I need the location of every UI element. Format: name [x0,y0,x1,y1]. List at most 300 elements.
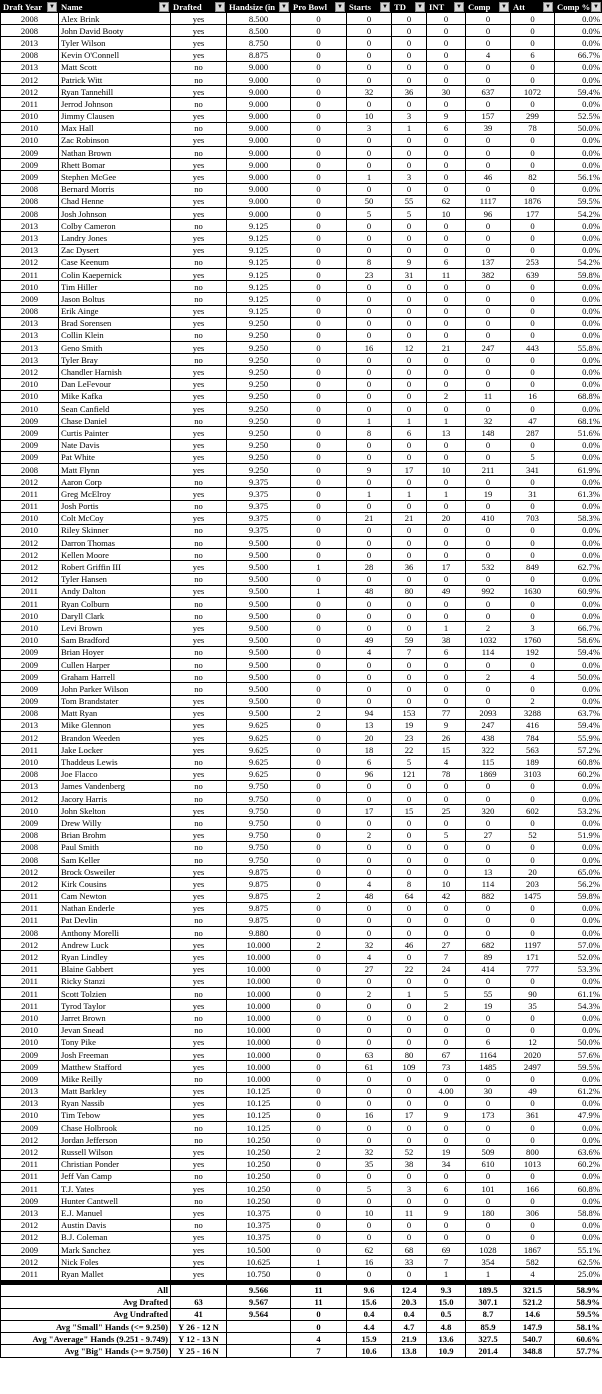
cell-starts: 0 [347,439,392,451]
cell-att: 1072 [511,86,555,98]
cell-td: 5 [392,208,427,220]
column-header-name[interactable] [59,1,171,13]
cell-td: 0 [392,317,427,329]
cell-td: 0 [392,610,427,622]
cell-drafted: yes [171,585,227,597]
cell-td: 15 [392,805,427,817]
summary-label: Avg Undrafted [1,1308,171,1320]
cell-draft-year: 2009 [1,147,59,159]
cell-comp: 610 [466,1158,511,1170]
cell-starts: 2 [347,829,392,841]
cell-name: Mike Reilly [59,1073,171,1085]
cell-name: Erik Ainge [59,305,171,317]
cell-pro-bowls: 0 [291,1231,347,1243]
cell-draft-year: 2013 [1,329,59,341]
cell-int: 0 [427,49,466,61]
cell-comp: 63.7% [555,707,602,719]
cell-td: 0 [392,829,427,841]
cell-att: 0 [511,25,555,37]
cell-pro-bowls: 0 [291,817,347,829]
summary-int: 13.6 [427,1333,466,1345]
cell-name: Riley Skinner [59,524,171,536]
column-header-label: Drafted [173,1,202,12]
cell-comp: 180 [466,1207,511,1219]
table-row [1,512,602,524]
cell-drafted: yes [171,1243,227,1255]
cell-comp: 0 [466,305,511,317]
table-row [1,378,602,390]
cell-comp: 0.0% [555,573,602,585]
column-header-label: Att [513,1,525,12]
cell-starts: 6 [347,756,392,768]
cell-int: 0 [427,914,466,926]
summary-comp: 8.7 [466,1308,511,1320]
column-header-handsize-in[interactable] [227,1,291,13]
column-header-label: Pro Bowl [293,1,327,12]
cell-comp: 0.0% [555,1097,602,1109]
cell-name: Chase Holbrook [59,1122,171,1134]
cell-comp: 0.0% [555,695,602,707]
column-header-label: INT [429,1,445,12]
cell-comp: 0 [466,25,511,37]
cell-att: 1630 [511,585,555,597]
table-row [1,488,602,500]
summary-comp-pct: 58.9% [555,1284,602,1296]
cell-td: 17 [392,463,427,475]
cell-pro-bowls: 0 [291,256,347,268]
cell-att: 20 [511,866,555,878]
cell-pro-bowls: 0 [291,208,347,220]
cell-handsize-in: 9.500 [227,634,291,646]
cell-starts: 0 [347,61,392,73]
cell-pro-bowls: 0 [291,390,347,402]
cell-int: 1 [427,622,466,634]
cell-att: 0 [511,73,555,85]
cell-comp: 32 [466,415,511,427]
cell-att: 0 [511,366,555,378]
cell-comp: 0.0% [555,98,602,110]
cell-name: Andrew Luck [59,939,171,951]
cell-td: 0 [392,1000,427,1012]
summary-row [1,1345,602,1357]
column-header-starts[interactable] [347,1,392,13]
cell-drafted: yes [171,1268,227,1280]
cell-name: Tony Pike [59,1036,171,1048]
cell-handsize-in: 9.250 [227,439,291,451]
filter-dropdown-icon[interactable]: ▼ [415,2,425,12]
cell-td: 0 [392,98,427,110]
column-header-td[interactable] [392,1,427,13]
cell-comp: 53.2% [555,805,602,817]
cell-pro-bowls: 0 [291,13,347,25]
cell-comp: 59.8% [555,890,602,902]
cell-drafted: yes [171,1036,227,1048]
cell-comp: 0.0% [555,1231,602,1243]
cell-int: 0 [427,147,466,159]
cell-drafted: yes [171,427,227,439]
cell-pro-bowls: 0 [291,293,347,305]
cell-handsize-in: 9.250 [227,403,291,415]
cell-int: 0 [427,171,466,183]
cell-td: 23 [392,732,427,744]
cell-draft-year: 2009 [1,1073,59,1085]
cell-starts: 8 [347,256,392,268]
cell-name: Cullen Harper [59,658,171,670]
cell-att: 341 [511,463,555,475]
cell-starts: 0 [347,378,392,390]
cell-int: 0 [427,451,466,463]
cell-int: 0 [427,244,466,256]
cell-pro-bowls: 0 [291,1073,347,1085]
cell-comp: 114 [466,646,511,658]
summary-comp: 201.4 [466,1345,511,1357]
cell-comp: 322 [466,744,511,756]
cell-att: 0 [511,975,555,987]
cell-comp: 55.1% [555,1243,602,1255]
cell-comp: 1117 [466,195,511,207]
column-header-att[interactable] [511,1,555,13]
cell-handsize-in: 9.875 [227,866,291,878]
cell-drafted: no [171,220,227,232]
cell-att: 0 [511,780,555,792]
cell-drafted: yes [171,975,227,987]
cell-pro-bowls: 0 [291,683,347,695]
table-row [1,1170,602,1182]
cell-att: 4 [511,1268,555,1280]
summary-comp: 85.9 [466,1321,511,1333]
table-row [1,866,602,878]
cell-drafted: yes [171,134,227,146]
cell-comp: 0.0% [555,537,602,549]
cell-comp: 0 [466,1231,511,1243]
cell-drafted: yes [171,963,227,975]
cell-starts: 62 [347,1243,392,1255]
cell-name: Pat White [59,451,171,463]
cell-comp: 56.2% [555,878,602,890]
cell-att: 703 [511,512,555,524]
cell-td: 0 [392,403,427,415]
cell-int: 0 [427,927,466,939]
summary-comp: 307.1 [466,1296,511,1308]
cell-handsize-in: 9.250 [227,390,291,402]
cell-pro-bowls: 0 [291,1024,347,1036]
cell-att: 0 [511,439,555,451]
cell-handsize-in: 9.125 [227,232,291,244]
cell-att: 78 [511,122,555,134]
cell-handsize-in: 9.000 [227,110,291,122]
cell-drafted: yes [171,707,227,719]
summary-starts: 9.6 [347,1284,392,1296]
cell-comp: 39 [466,122,511,134]
table-row [1,829,602,841]
cell-td: 3 [392,1183,427,1195]
filter-dropdown-icon[interactable]: ▼ [499,2,509,12]
table-row [1,805,602,817]
cell-comp: 54.2% [555,208,602,220]
cell-td: 0 [392,232,427,244]
cell-comp: 68.1% [555,415,602,427]
cell-att: 2 [511,695,555,707]
cell-name: Sean Canfield [59,403,171,415]
filter-dropdown-icon[interactable]: ▼ [215,2,225,12]
filter-dropdown-icon[interactable]: ▼ [380,2,390,12]
cell-td: 0 [392,671,427,683]
cell-pro-bowls: 0 [291,439,347,451]
cell-comp: 0.0% [555,1195,602,1207]
cell-name: Nathan Enderle [59,902,171,914]
cell-td: 0 [392,329,427,341]
cell-handsize-in: 9.750 [227,817,291,829]
summary-int: 4.8 [427,1321,466,1333]
cell-td: 7 [392,646,427,658]
cell-drafted: yes [171,232,227,244]
cell-att: 0 [511,220,555,232]
cell-drafted: no [171,537,227,549]
cell-pro-bowls: 0 [291,914,347,926]
cell-att: 253 [511,256,555,268]
cell-starts: 0 [347,1268,392,1280]
table-row [1,61,602,73]
cell-comp: 0 [466,927,511,939]
summary-handsize [227,1321,291,1333]
cell-pro-bowls: 0 [291,732,347,744]
cell-int: 0 [427,366,466,378]
cell-draft-year: 2011 [1,1183,59,1195]
cell-comp: 62.7% [555,561,602,573]
cell-pro-bowls: 0 [291,305,347,317]
cell-draft-year: 2013 [1,1085,59,1097]
cell-comp: 47.9% [555,1109,602,1121]
cell-starts: 0 [347,695,392,707]
cell-starts: 0 [347,927,392,939]
cell-pro-bowls: 0 [291,171,347,183]
cell-int: 17 [427,561,466,573]
cell-att: 171 [511,951,555,963]
cell-draft-year: 2010 [1,134,59,146]
table-row [1,183,602,195]
table-row [1,220,602,232]
cell-td: 0 [392,1073,427,1085]
table-row [1,1097,602,1109]
cell-pro-bowls: 0 [291,61,347,73]
column-header-pro-bowls[interactable] [291,1,347,13]
table-row [1,1207,602,1219]
filter-dropdown-icon[interactable]: ▼ [335,2,345,12]
cell-name: Mike Glennon [59,719,171,731]
cell-att: 0 [511,281,555,293]
table-row [1,49,602,61]
table-row [1,1122,602,1134]
cell-starts: 18 [347,744,392,756]
column-header-drafted[interactable] [171,1,227,13]
cell-draft-year: 2009 [1,1122,59,1134]
filter-dropdown-icon[interactable]: ▼ [543,2,553,12]
cell-pro-bowls: 0 [291,805,347,817]
cell-draft-year: 2009 [1,817,59,829]
cell-td: 0 [392,390,427,402]
cell-drafted: no [171,1170,227,1182]
cell-int: 77 [427,707,466,719]
table-row [1,1036,602,1048]
cell-comp: 0.0% [555,683,602,695]
cell-drafted: yes [171,390,227,402]
table-row [1,927,602,939]
summary-pro-bowls: 11 [291,1284,347,1296]
column-header-int[interactable] [427,1,466,13]
cell-int: 11 [427,268,466,280]
cell-comp: 55 [466,988,511,1000]
cell-name: Pat Devlin [59,914,171,926]
cell-comp: 59.4% [555,646,602,658]
cell-handsize-in: 10.375 [227,1219,291,1231]
cell-att: 0 [511,610,555,622]
cell-name: Zac Robinson [59,134,171,146]
cell-pro-bowls: 0 [291,147,347,159]
table-row [1,500,602,512]
cell-int: 1 [427,415,466,427]
summary-pro-bowls: 7 [291,1345,347,1357]
cell-pro-bowls: 0 [291,866,347,878]
cell-att: 0 [511,378,555,390]
cell-comp: 61.2% [555,1085,602,1097]
cell-int: 27 [427,939,466,951]
cell-att: 0 [511,1012,555,1024]
cell-pro-bowls: 0 [291,1134,347,1146]
cell-starts: 32 [347,939,392,951]
cell-handsize-in: 9.375 [227,512,291,524]
cell-comp: 66.7% [555,622,602,634]
column-header-label: TD [394,1,406,12]
cell-draft-year: 2010 [1,805,59,817]
cell-att: 0 [511,305,555,317]
table-row [1,366,602,378]
cell-comp: 0.0% [555,598,602,610]
cell-handsize-in: 9.000 [227,73,291,85]
column-header-comp[interactable] [466,1,511,13]
cell-comp: 992 [466,585,511,597]
cell-int: 0 [427,476,466,488]
cell-comp: 0 [466,147,511,159]
cell-name: Alex Brink [59,13,171,25]
summary-comp-pct: 58.1% [555,1321,602,1333]
cell-name: Austin Davis [59,1219,171,1231]
table-row [1,415,602,427]
cell-draft-year: 2012 [1,573,59,585]
cell-int: 0 [427,61,466,73]
cell-comp: 0 [466,1170,511,1182]
table-row [1,37,602,49]
cell-drafted: yes [171,1085,227,1097]
cell-handsize-in: 10.250 [227,1183,291,1195]
cell-comp: 58.3% [555,512,602,524]
column-header-label: Starts [349,1,371,12]
summary-td: 4.7 [392,1321,427,1333]
cell-starts: 50 [347,195,392,207]
cell-name: Jerrod Johnson [59,98,171,110]
cell-starts: 8 [347,427,392,439]
cell-td: 11 [392,1207,427,1219]
table-row [1,1268,602,1280]
cell-draft-year: 2009 [1,415,59,427]
cell-starts: 0 [347,671,392,683]
cell-draft-year: 2008 [1,49,59,61]
column-header-comp[interactable] [555,1,602,13]
table-row [1,817,602,829]
cell-handsize-in: 9.000 [227,61,291,73]
cell-starts: 3 [347,122,392,134]
cell-draft-year: 2013 [1,244,59,256]
cell-int: 0 [427,817,466,829]
cell-name: Tyler Bray [59,354,171,366]
table-body [1,13,602,1358]
cell-draft-year: 2009 [1,658,59,670]
cell-draft-year: 2011 [1,585,59,597]
cell-td: 38 [392,1158,427,1170]
cell-draft-year: 2011 [1,914,59,926]
cell-handsize-in: 9.250 [227,378,291,390]
table-row [1,890,602,902]
cell-name: Sam Bradford [59,634,171,646]
cell-starts: 0 [347,1097,392,1109]
table-row [1,73,602,85]
filter-dropdown-icon[interactable]: ▼ [591,2,601,12]
column-header-label: Handsize (in [229,1,276,12]
filter-dropdown-icon[interactable]: ▼ [454,2,464,12]
cell-att: 0 [511,403,555,415]
cell-td: 0 [392,793,427,805]
table-row [1,671,602,683]
cell-pro-bowls: 0 [291,512,347,524]
filter-dropdown-icon[interactable]: ▼ [159,2,169,12]
column-header-draft-year[interactable] [1,1,59,13]
cell-starts: 0 [347,1036,392,1048]
cell-td: 0 [392,61,427,73]
cell-handsize-in: 10.125 [227,1085,291,1097]
filter-dropdown-icon[interactable]: ▼ [279,2,289,12]
cell-att: 0 [511,1097,555,1109]
cell-draft-year: 2009 [1,671,59,683]
cell-handsize-in: 10.375 [227,1207,291,1219]
cell-comp: 55.9% [555,732,602,744]
cell-att: 0 [511,683,555,695]
cell-att: 49 [511,1085,555,1097]
cell-att: 203 [511,878,555,890]
cell-drafted: yes [171,1158,227,1170]
cell-name: Mike Kafka [59,390,171,402]
cell-comp: 0.0% [555,549,602,561]
cell-drafted: no [171,671,227,683]
cell-starts: 4 [347,646,392,658]
cell-starts: 16 [347,342,392,354]
cell-draft-year: 2009 [1,1243,59,1255]
cell-int: 0 [427,159,466,171]
cell-int: 0 [427,500,466,512]
table-row [1,646,602,658]
table-row [1,1231,602,1243]
cell-starts: 13 [347,719,392,731]
cell-pro-bowls: 0 [291,122,347,134]
cell-comp: 0.0% [555,841,602,853]
cell-att: 0 [511,537,555,549]
cell-name: Jacory Harris [59,793,171,805]
cell-td: 0 [392,853,427,865]
cell-comp: 0 [466,1122,511,1134]
cell-pro-bowls: 0 [291,488,347,500]
cell-handsize-in: 9.250 [227,463,291,475]
cell-comp: 0 [466,159,511,171]
cell-td: 0 [392,354,427,366]
filter-dropdown-icon[interactable]: ▼ [47,2,57,12]
